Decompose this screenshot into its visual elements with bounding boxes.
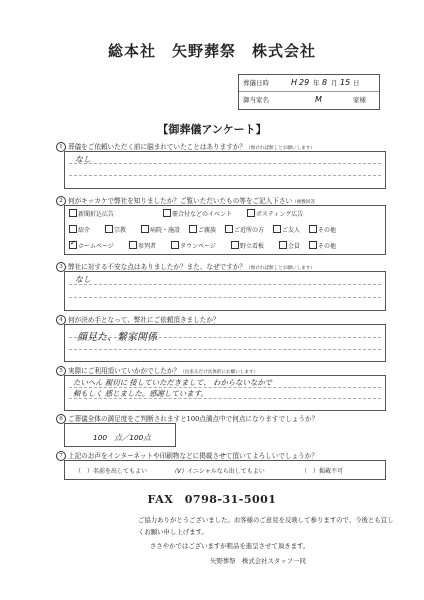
fax-number: FAX 0798-31-5001: [147, 493, 277, 506]
option-other-1[interactable]: その他: [309, 225, 336, 234]
checkbox-icon[interactable]: [225, 225, 233, 233]
question-2: 2 何がキッカケで弊社を知りましたか？ご覧いただいたもの等をご記入下さい（複数回答: [56, 195, 315, 206]
option-friends[interactable]: ご友人: [273, 225, 300, 234]
checkbox-icon[interactable]: [231, 241, 239, 249]
checkbox-icon[interactable]: [189, 225, 197, 233]
question-4: 4 何が決め手となって、弊社にご依頼頂きましたか？: [56, 314, 220, 325]
family-suffix: 家様: [353, 96, 366, 104]
day: 15: [340, 78, 351, 87]
answer-1: なし: [75, 155, 91, 164]
option-relatives[interactable]: ご親族: [189, 225, 216, 234]
option-mark-name-ok: （ ）: [75, 468, 94, 475]
option-mark-no-publish: （ ）: [301, 468, 320, 475]
year-label: 年: [313, 79, 320, 87]
option-homepage[interactable]: ✓ホームページ: [69, 241, 114, 250]
family-name-label: 御当家名: [243, 96, 269, 104]
checkbox-icon[interactable]: [247, 209, 255, 217]
month-label: 月: [331, 79, 338, 87]
option-member[interactable]: 会員: [279, 241, 300, 250]
question-1: 1 葬儀をご依頼いただく前に脳まれていたことはありますか？（無ければ無しとお願いします）: [56, 141, 315, 152]
option-initials-ok[interactable]: （V）イニシャルなら出してもよい: [171, 468, 265, 475]
option-event[interactable]: 冊合付などのイベント: [163, 209, 232, 218]
satisfaction-score: 100 点／100点: [93, 433, 151, 442]
closing-line-2: くお願い申し上げます。: [138, 528, 208, 536]
closing-line-3: ささやかではございますが粗品を進呈させて頂きます。: [150, 542, 310, 550]
option-religion[interactable]: 宗教: [105, 225, 126, 234]
checkbox-icon[interactable]: [171, 241, 179, 249]
option-townpage[interactable]: タウンページ: [171, 241, 216, 250]
answer-5-line-2: 頼もしく 感じました。感謝しています。: [73, 389, 208, 398]
checkbox-icon[interactable]: [129, 241, 137, 249]
family-name-row: [243, 92, 375, 108]
option-name-ok[interactable]: （ ）名前を出してもよい: [75, 468, 148, 475]
checkbox-icon[interactable]: [105, 225, 113, 233]
question-3: 3 弊社に対する不安な点はありましたか？また、なぜですか？（無ければ無しとお願いします）: [56, 261, 315, 272]
option-mark-initials-ok: （V）: [171, 468, 188, 475]
checkbox-icon[interactable]: [309, 225, 317, 233]
checkbox-icon[interactable]: [69, 209, 77, 217]
funeral-date-label: 葬儀日時: [243, 79, 269, 87]
option-newspaper[interactable]: 新聞折込広告: [69, 209, 114, 218]
option-posting[interactable]: ポスティング広告: [247, 209, 303, 218]
checkbox-icon[interactable]: [273, 225, 281, 233]
option-other-2[interactable]: その他: [309, 241, 336, 250]
checkbox-checked-icon[interactable]: [69, 241, 77, 249]
checkbox-icon[interactable]: [309, 241, 317, 249]
survey-title: 【御葬儀アンケート】: [157, 123, 267, 136]
checkbox-icon[interactable]: [69, 225, 77, 233]
answer-box-5[interactable]: [64, 375, 386, 411]
answer-3: なし: [75, 275, 91, 284]
checkbox-icon[interactable]: [141, 225, 149, 233]
answer-4: 顔見た、繋家関係: [77, 332, 157, 343]
answer-box-3[interactable]: [64, 271, 386, 311]
month: 8: [322, 78, 328, 87]
question-7: 7 上記のお声をインターネットや印刷物などに掲載させて頂いてよろしいでしょうか？: [56, 450, 318, 461]
option-attendee[interactable]: 参列者: [129, 241, 156, 250]
answer-5-line-1: たいへん 親切に 接していただきまして、 わからないなかで: [73, 378, 273, 387]
answer-box-4[interactable]: [64, 324, 386, 362]
funeral-date-row: [243, 75, 375, 91]
answer-box-2: [64, 205, 386, 255]
question-5: 5 実際にご利用頂いていかがでしたか？（出来るだけ具体的にお願いします）: [56, 365, 258, 376]
answer-box-7: [64, 460, 386, 480]
day-label: 日: [353, 79, 360, 87]
closing-line-1: ご協力ありがとうございました。お客様のご意見を反映して参りますので、今後とも宜し: [138, 516, 394, 524]
checkbox-icon[interactable]: [163, 209, 171, 217]
era: H: [291, 78, 298, 87]
answer-box-1[interactable]: [64, 151, 386, 189]
option-signboard[interactable]: 野立看板: [231, 241, 264, 250]
closing-signature: 矢野葬祭 株式会社スタッフ一同: [210, 557, 306, 565]
option-hospital[interactable]: 病院・施設: [141, 225, 180, 234]
family-name: M: [315, 95, 322, 104]
option-referral[interactable]: 紹介: [69, 225, 90, 234]
option-neighbors[interactable]: ご近所の方: [225, 225, 264, 234]
answer-box-6[interactable]: [64, 423, 176, 447]
checkbox-icon[interactable]: [279, 241, 287, 249]
company-name: 総本社 矢野葬祭 株式会社: [107, 42, 316, 60]
funeral-info-box: [238, 74, 380, 110]
year: 29: [299, 78, 310, 87]
question-6: 6 ご葬儀全体の満足度をご判断されますと100点満点中で何点になりますでしょうか？: [56, 413, 318, 424]
option-no-publish[interactable]: （ ）掲載不可: [301, 468, 344, 475]
